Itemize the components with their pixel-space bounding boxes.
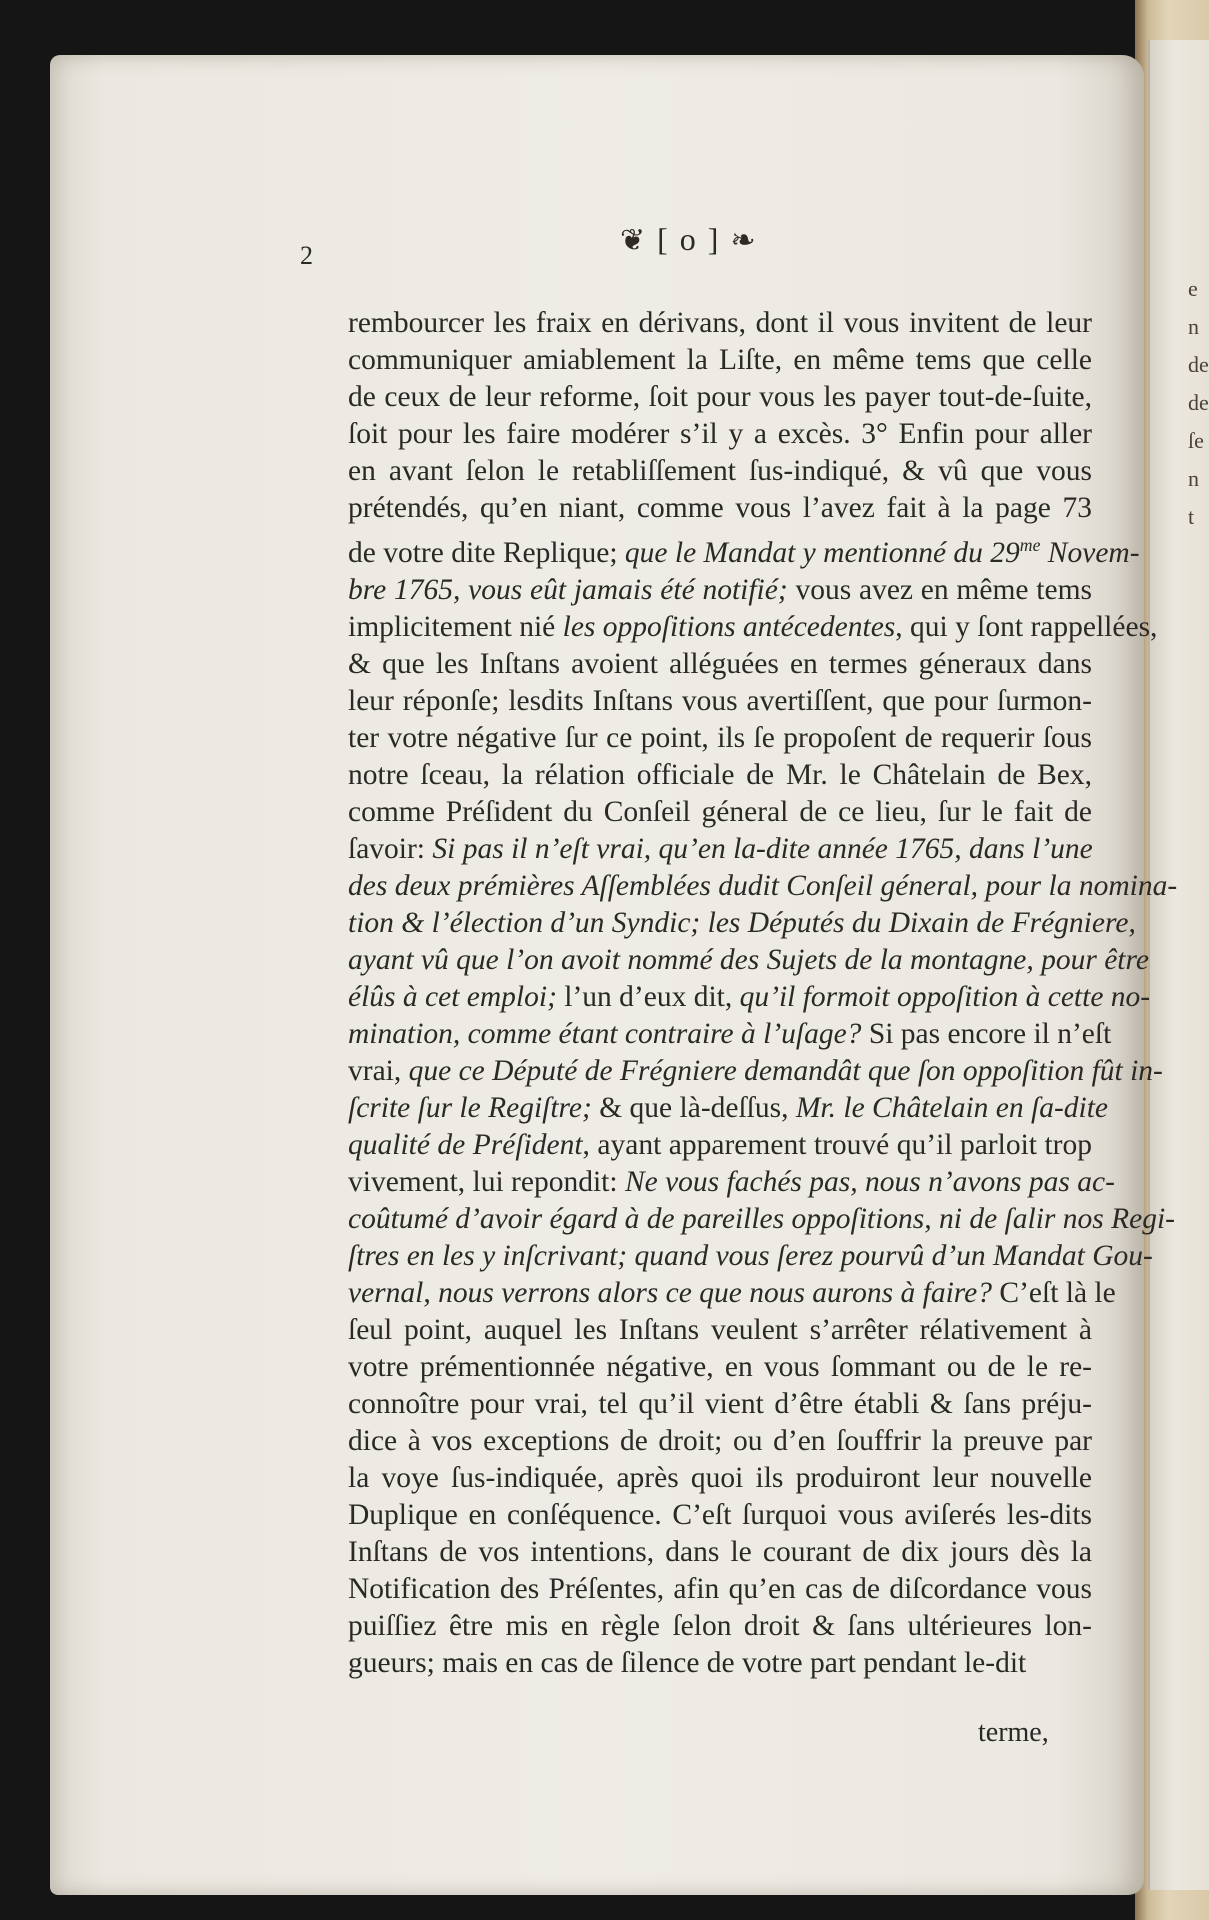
text-line	[348, 868, 1178, 905]
italic-text: ſtres en les y inſcrivant; quand vous ſerez pourvû d’un Mandat Gou-	[348, 1239, 1153, 1272]
text-span: C’eſt là le	[992, 1276, 1116, 1309]
text-span: Inſtans de vos intentions, dans le courant de dix jours dès la	[348, 1535, 1092, 1568]
italic-text: Ne vous fachés pas, nous n’avons pas ac-	[624, 1165, 1115, 1198]
text-line	[348, 1053, 1163, 1090]
text-line	[348, 646, 1092, 683]
text-span: de ceux de leur reforme, ſoit pour vous les payer tout-de-ſuite,	[348, 381, 1092, 413]
italic-text: élûs à cet emploi;	[348, 980, 557, 1013]
text-line	[348, 1349, 1092, 1386]
italic-text: mination, comme étant contraire à l’uſage?	[348, 1017, 862, 1050]
document-page	[50, 55, 1178, 1895]
text-line	[348, 1201, 1175, 1238]
text-span: communiquer amiablement la Liſte, en même tems que celle	[348, 344, 1092, 376]
page-header	[50, 215, 1144, 275]
text-span: la voye ſus-indiquée, après quoi ils produiront leur nouvelle	[348, 1461, 1092, 1494]
italic-text: qu’il formoit oppoſition à cette no-	[739, 980, 1151, 1013]
text-span: ſoit pour les faire modérer s’il y a excès. 3° Enfin pour aller	[348, 418, 1092, 450]
italic-text: que ce Député de Frégniere demandât que ſon oppoſition fût in-	[408, 1054, 1163, 1087]
text-line	[348, 1423, 1092, 1460]
text-span: dice à vos exceptions de droit; ou d’en ſouffrir la preuve par	[348, 1424, 1092, 1457]
text-line	[348, 1090, 1109, 1127]
italic-text: coûtumé d’avoir égard à de pareilles oppoſitions, ni de ſalir nos Regi-	[348, 1202, 1175, 1235]
text-line	[348, 1016, 1112, 1053]
text-line	[348, 1238, 1153, 1275]
italic-text: vernal, nous verrons alors ce que nous aurons à faire?	[348, 1276, 993, 1309]
text-line	[348, 416, 1092, 453]
italic-text: qualité de Préſident	[348, 1128, 583, 1161]
facing-page-fragment: e	[1188, 276, 1198, 301]
text-span: leur réponſe; lesdits Inſtans vous avertiſſent, que pour ſurmon-	[348, 684, 1092, 717]
text-span: gueurs; mais en cas de ſilence de votre part pendant le-dit	[348, 1646, 1027, 1679]
page-title	[620, 221, 758, 258]
text-line	[348, 942, 1149, 979]
text-line	[348, 572, 1092, 609]
text-span: , ayant apparement trouvé qu’il parloit trop	[582, 1128, 1092, 1161]
page-number: 2	[300, 241, 313, 270]
text-span: de votre dite Replique;	[348, 536, 625, 569]
text-span: l’un d’eux dit,	[556, 980, 740, 1013]
text-line	[348, 794, 1092, 831]
italic-text: ayant vû que l’on avoit nommé des Sujets de la montagne, pour être	[348, 943, 1149, 976]
text-span: Duplique en conſéquence. C’eſt ſurquoi vous aviſerés les-dits	[348, 1498, 1092, 1531]
text-span: vivement, lui repondit:	[348, 1165, 625, 1198]
text-line	[348, 342, 1092, 379]
text-line	[348, 379, 1092, 416]
text-line	[348, 683, 1092, 720]
text-span: & que les Inſtans avoient alléguées en termes géneraux dans	[348, 647, 1092, 680]
text-line	[348, 1164, 1115, 1201]
text-span: Si pas encore il n’eſt	[861, 1017, 1112, 1050]
text-span: rembourcer les fraix en dérivans, dont il vous invitent de leur	[348, 307, 1092, 339]
text-line	[348, 1460, 1092, 1497]
text-line	[348, 1571, 1092, 1608]
text-span: & que là-deſſus,	[591, 1091, 796, 1124]
facing-page-fragment: t	[1188, 504, 1195, 529]
facing-page-fragment: n	[1188, 314, 1199, 339]
text-span: ter votre négative ſur ce point, ils ſe propoſent de requerir ſous	[348, 721, 1092, 754]
text-span: comme Préſident du Conſeil géneral de ce lieu, ſur le fait de	[348, 795, 1092, 828]
body-text	[348, 305, 1178, 1682]
italic-text: les oppoſitions antécedentes	[562, 610, 896, 643]
text-line	[348, 1534, 1092, 1571]
text-line	[348, 757, 1092, 794]
facing-page-fragment: de	[1188, 390, 1209, 415]
text-span: implicitement nié	[348, 610, 563, 643]
text-line	[348, 1645, 1092, 1682]
italic-text: Novem-	[1040, 536, 1140, 569]
text-span: , qui y ſont rappellées,	[895, 610, 1158, 643]
page-title-text: [ o ]	[657, 221, 721, 257]
text-line	[348, 527, 1140, 572]
text-span: Notification des Préſentes, afin qu’en cas de diſcordance vous	[348, 1572, 1092, 1605]
italic-text: ſcrite ſur le Regiſtre;	[348, 1091, 592, 1124]
text-line	[348, 453, 1092, 490]
ornament-left-icon: ❦	[620, 224, 648, 257]
text-span: vous avez en même tems	[787, 573, 1093, 606]
text-span: notre ſceau, la rélation officiale de Mr. le Châtelain de Bex,	[348, 758, 1092, 791]
text-line	[348, 490, 1092, 527]
facing-page-text	[1188, 270, 1209, 536]
text-span: ſavoir:	[348, 832, 433, 865]
italic-text: tion & l’élection d’un Syndic; les Députés du Dixain de Frégniere,	[348, 906, 1136, 939]
facing-page-fragment: n	[1188, 466, 1199, 491]
text-line	[348, 1608, 1092, 1645]
facing-page-fragment: ſe	[1188, 428, 1204, 453]
text-span: prétendés, qu’en niant, comme vous l’avez fait à la page 73	[348, 492, 1092, 524]
text-line	[348, 1497, 1092, 1534]
ornament-right-icon: ❧	[730, 224, 758, 257]
text-line	[348, 979, 1151, 1016]
italic-text: Si pas il n’eſt vrai, qu’en la-dite année 1765, dans l’une	[432, 832, 1093, 865]
text-span: en avant ſelon le retabliſſement ſus-indiqué, & vû que vous	[348, 455, 1092, 487]
facing-page-fragment: de	[1188, 352, 1209, 377]
text-span: connoître pour vrai, tel qu’il vient d’être établi & ſans préju-	[348, 1387, 1092, 1420]
text-line	[348, 609, 1158, 646]
text-span: votre prémentionnée négative, en vous ſommant ou de le re-	[348, 1350, 1092, 1383]
text-line	[348, 831, 1092, 868]
italic-text: bre 1765, vous eût jamais été notifié;	[348, 573, 788, 606]
text-line	[348, 1275, 1116, 1312]
text-line	[348, 905, 1136, 942]
text-line	[348, 1312, 1092, 1349]
text-span: puiſſiez être mis en règle ſelon droit & ſans ultérieures lon-	[348, 1609, 1092, 1642]
italic-text: des deux prémières Aſſemblées dudit Conſeil géneral, pour la nomina-	[348, 869, 1178, 902]
text-line	[348, 305, 1092, 342]
text-line	[348, 1127, 1092, 1164]
text-line	[348, 720, 1092, 757]
catchword: terme,	[978, 1717, 1049, 1748]
text-span: vrai,	[348, 1054, 409, 1087]
italic-text: me	[1019, 535, 1041, 555]
text-span: ſeul point, auquel les Inſtans veulent s’arrêter rélativement à	[348, 1313, 1092, 1346]
text-line	[348, 1386, 1092, 1423]
italic-text: que le Mandat y mentionné du 29	[624, 536, 1020, 569]
italic-text: Mr. le Châtelain en ſa-dite	[795, 1091, 1109, 1124]
